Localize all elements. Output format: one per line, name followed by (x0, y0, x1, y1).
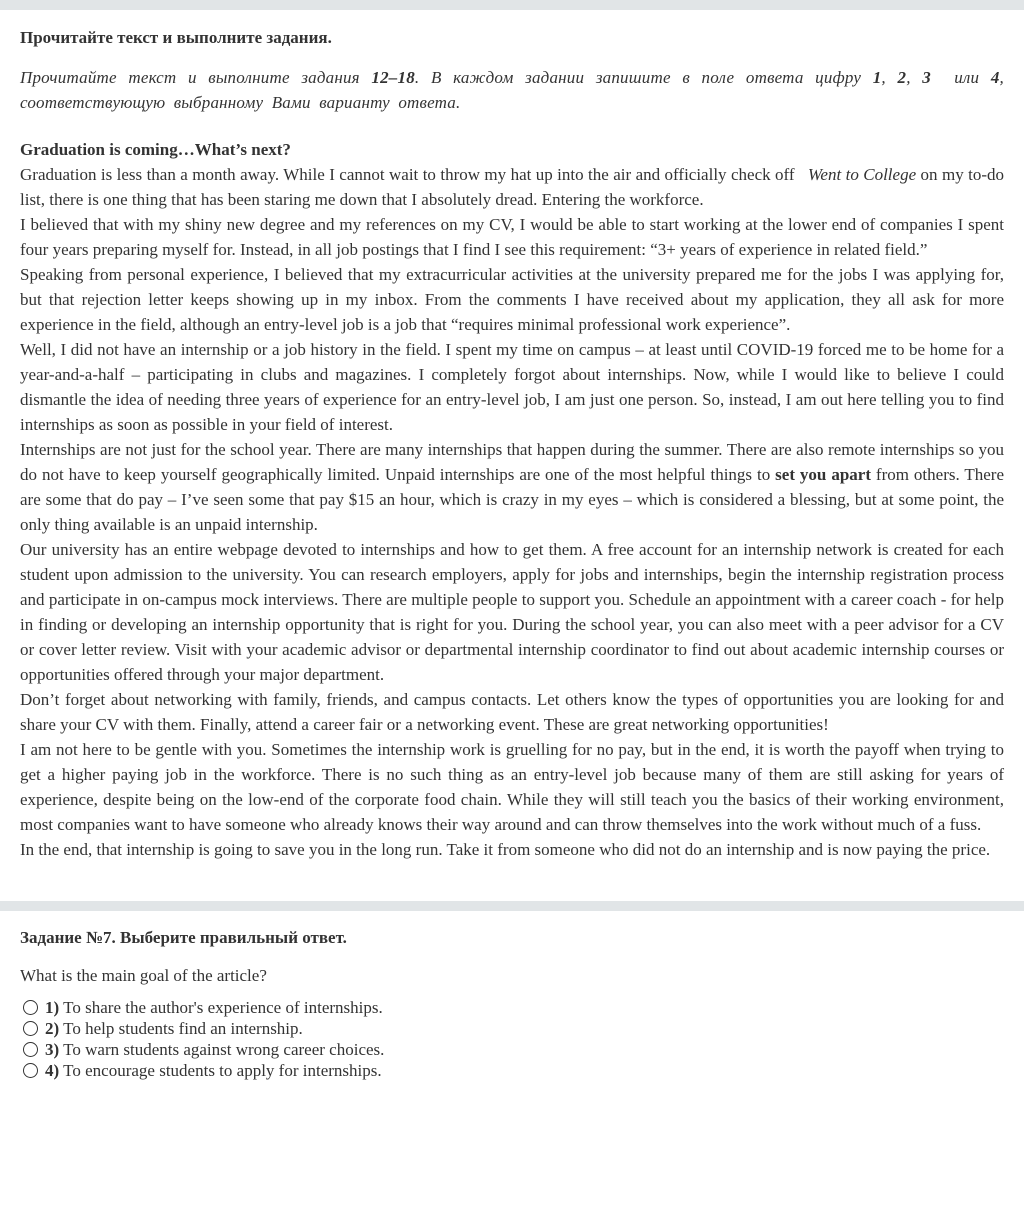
bold-phrase: set you apart (775, 465, 871, 484)
answer-digit: 1 (872, 68, 882, 87)
article-paragraph: Speaking from personal experience, I believed that my extracurricular activities at the university prepared me for the jobs I was applying for, but that rejection letter keeps showing up in my inbox. From the comments I have received about my application, they all ask for more experience in the field, although an entry-level job is a job that “requires minimal professional work experience”. (20, 265, 1004, 334)
instructions-text: , соответствующую выбранному Вами варианту ответа. (20, 68, 1004, 112)
article-paragraph: I am not here to be gentle with you. Sometimes the internship work is gruelling for no pay, but in the end, it is worth the payoff when trying to get a higher paying job in the workforce. There is no such thing as an entry-level job because many of them are still asking for years of experience, despite being on the low-end of the corporate food chain. While they will still teach you the basics of their working environment, most companies want to have someone who already knows their way around and can throw themselves into the work without much of a fuss. (20, 740, 1004, 834)
radio-button[interactable] (23, 1042, 38, 1057)
separator: , (906, 68, 923, 87)
task-heading: Прочитайте текст и выполните задания. (20, 28, 332, 47)
top-band (0, 0, 1024, 10)
article-paragraph (20, 162, 1004, 212)
article-title: Graduation is coming…What’s next? (20, 140, 291, 159)
instructions-text: или (930, 68, 991, 87)
answer-option-4[interactable] (20, 1060, 1004, 1081)
article (20, 137, 1004, 862)
question-heading: Задание №7. Выберите правильный ответ. (20, 928, 347, 947)
option-label: To share the author's experience of internships. (63, 998, 383, 1017)
article-paragraph (20, 437, 1004, 537)
section-divider (0, 901, 1024, 911)
option-label: To encourage students to apply for internships. (63, 1061, 382, 1080)
option-number: 3) (45, 1040, 60, 1059)
option-label: To warn students against wrong career choices. (63, 1040, 385, 1059)
paragraph-text: Graduation is less than a month away. While I cannot wait to throw my hat up into the air and officially check off (20, 165, 799, 184)
paragraph-text: from others. There are some that do pay – I’ve seen some that pay $15 an hour, which is crazy in my eyes – which is considered a blessing, but at some point, the only thing available is an unpaid internship. (20, 465, 1004, 534)
answer-options (20, 997, 1004, 1081)
answer-option-3[interactable] (20, 1039, 1004, 1060)
paragraph-text: on my to-do list, there is one thing that has been staring me down that I absolutely dread. Entering the workforce. (20, 165, 1004, 209)
option-number: 1) (45, 998, 60, 1017)
question-text: What is the main goal of the article? (20, 966, 267, 985)
italic-phrase: Went to College (807, 165, 917, 184)
option-number: 4) (45, 1061, 60, 1080)
answer-digit: 3 (922, 68, 931, 87)
article-paragraph: Don’t forget about networking with family, friends, and campus contacts. Let others know the types of opportunities you are looking for and share your CV with them. Finally, attend a career fair or a networking event. These are great networking opportunities! (20, 690, 1004, 734)
option-label: To help students find an internship. (63, 1019, 303, 1038)
answer-digit: 4 (990, 68, 1000, 87)
answer-option-2[interactable] (20, 1018, 1004, 1039)
task-instructions (20, 65, 1004, 115)
answer-digit: 2 (897, 68, 907, 87)
instructions-text: Прочитайте текст и выполните задания (20, 68, 372, 87)
article-paragraph: I believed that with my shiny new degree and my references on my CV, I would be able to start working at the lower end of companies I spent four years preparing myself for. Instead, in all job postings that I find I see this requirement: “3+ years of experience in related field.” (20, 215, 1004, 259)
separator: , (881, 68, 898, 87)
option-number: 2) (45, 1019, 60, 1038)
article-paragraph: Our university has an entire webpage devoted to internships and how to get them. A free account for an internship network is created for each student upon admission to the university. You can research employers, apply for jobs and internships, begin the internship registration process and participate in on-campus mock interviews. There are multiple people to support you. Schedule an appointment with a career coach - for help in finding or developing an internship opportunity that is right for you. During the school year, you can also meet with a peer advisor for a CV or cover letter review. Visit with your academic advisor or departmental internship coordinator to find out about academic internship courses or opportunities offered through your major department. (20, 540, 1004, 684)
radio-button[interactable] (23, 1063, 38, 1078)
answer-option-1[interactable] (20, 997, 1004, 1018)
paragraph-text: Internships are not just for the school year. There are many internships that happen during the summer. There are also remote internships so you do not have to keep yourself geographically limited. Unpaid internships are one of the most helpful things to (20, 440, 1004, 484)
radio-button[interactable] (23, 1000, 38, 1015)
task-range: 12–18 (371, 68, 415, 87)
question-section (0, 928, 1024, 1081)
radio-button[interactable] (23, 1021, 38, 1036)
instructions-text: . В каждом задании запишите в поле ответа цифру (414, 68, 873, 87)
article-paragraph: In the end, that internship is going to save you in the long run. Take it from someone who did not do an internship and is now paying the price. (20, 840, 991, 859)
article-paragraph: Well, I did not have an internship or a job history in the field. I spent my time on campus – at least until COVID-19 forced me to be home for a year-and-a-half – participating in clubs and magazines. I completely forgot about internships. Now, while I would like to believe I could dismantle the idea of needing three years of experience for an entry-level job, I am just one person. So, instead, I am out here telling you to find internships as soon as possible in your field of interest. (20, 340, 1004, 434)
reading-task-section (0, 28, 1024, 862)
